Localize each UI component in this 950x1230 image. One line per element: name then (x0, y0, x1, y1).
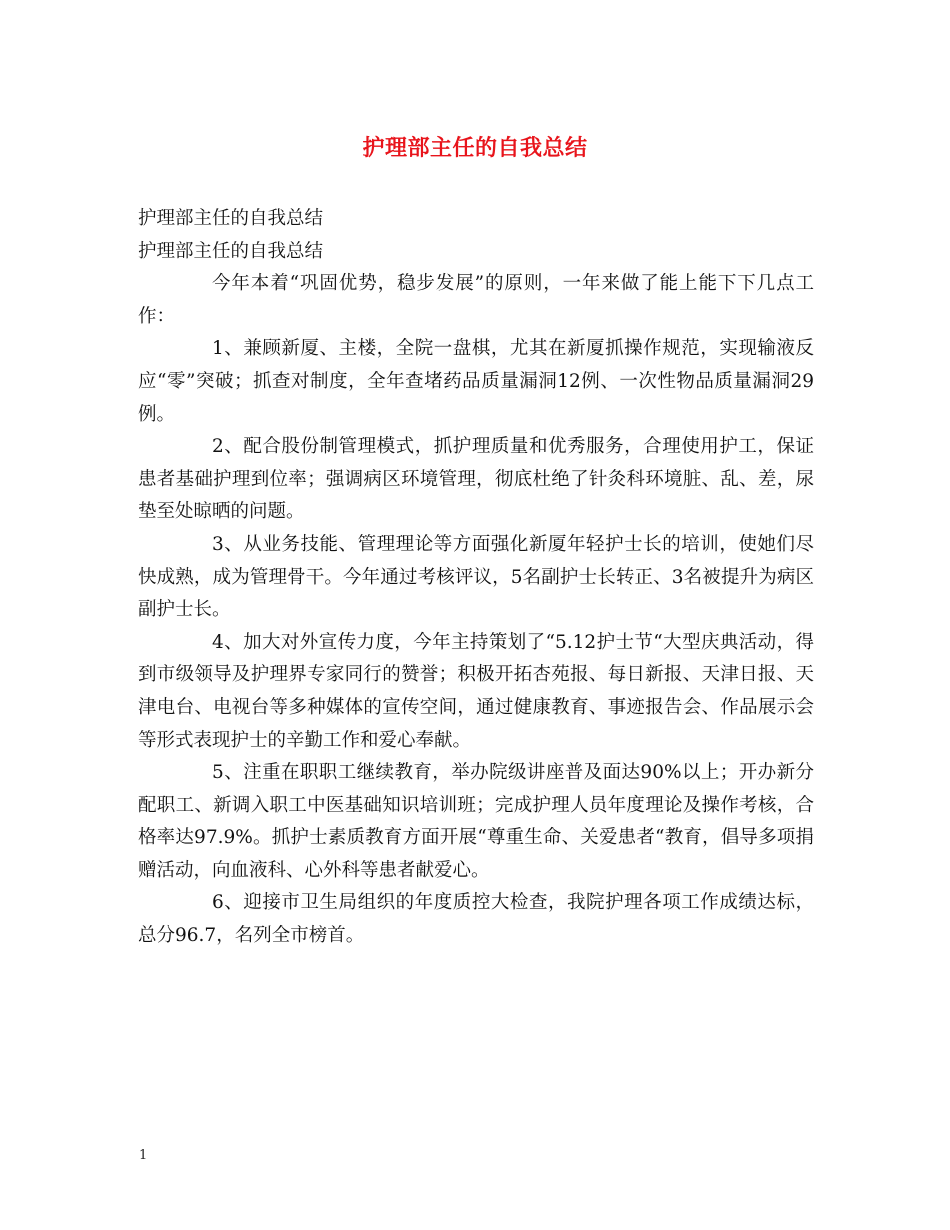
paragraph-item-4: 4、加大对外宣传力度，今年主持策划了“5.12护士节“大型庆典活动，得到市级领导及护理界专家同行的赞誉；积极开拓杏苑报、每日新报、天津日报、天津电台、电视台等多种媒体的宣传空间，通过健康教育、事迹报告会、作品展示会等形式表现护士的辛勤工作和爱心奉献。 (138, 631, 814, 751)
paragraph-item-5: 5、注重在职职工继续教育，举办院级讲座普及面达90%以上；开办新分配职工、新调入职工中医基础知识培训班；完成护理人员年度理论及操作考核，合格率达97.9%。抓护士素质教育方面开展“尊重生命、关爱患者“教育，倡导多项捐赠活动，向血液科、心外科等患者献爱心。 (138, 762, 814, 881)
paragraph-item-2: 2、配合股份制管理模式，抓护理质量和优秀服务，合理使用护工，保证患者基础护理到位率；强调病区环境管理，彻底杜绝了针灸科环境脏、乱、差，尿垫至处晾晒的问题。 (138, 436, 814, 523)
paragraph-intro: 今年本着“巩固优势，稳步发展”的原则，一年来做了能上能下下几点工作： (138, 273, 814, 327)
page-number: 1 (139, 1148, 148, 1163)
document-title: 护理部主任的自我总结 (362, 135, 588, 161)
paragraph-item-1: 1、兼顾新厦、主楼，全院一盘棋，尤其在新厦抓操作规范，实现输液反应“零”突破；抓查对制度，全年查堵药品质量漏洞12例、一次性物品质量漏洞29例。 (138, 338, 814, 425)
document-body (138, 203, 814, 953)
subheading-1: 护理部主任的自我总结 (138, 208, 324, 229)
subheading-2: 护理部主任的自我总结 (138, 240, 324, 262)
paragraph-item-3: 3、从业务技能、管理理论等方面强化新厦年轻护士长的培训，使她们尽快成熟，成为管理骨干。今年通过考核评议，5名副护士长转正、3名被提升为病区副护士长。 (138, 533, 814, 621)
paragraph-item-6: 6、迎接市卫生局组织的年度质控大检查，我院护理各项工作成绩达标，总分96.7，名列全市榜首。 (138, 892, 814, 947)
